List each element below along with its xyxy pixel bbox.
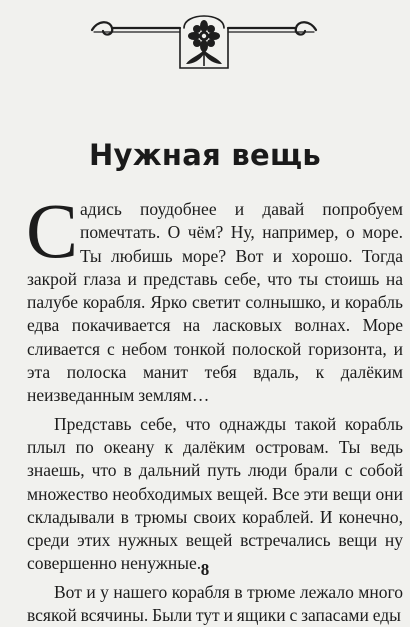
drop-cap: С bbox=[26, 187, 79, 274]
chapter-title: Нужная вещь bbox=[88, 138, 322, 172]
page-number: 8 bbox=[200, 560, 210, 579]
paragraph-2: Представь себе, что однажды такой корабль плыл по океану к далёким островам. Ты ведь знаешь, что в дальний путь люди брали с собой множество необходимых вещей. Все эти вещи они складывали в трюмы своих кораблей. И конечно, среди этих нужных вещей встречались вещи ну совершенно ненужные. bbox=[27, 413, 403, 574]
paragraph-3: Вот и у нашего корабля в трюме лежало много всякой всячины. Были тут и ящики с запасами еды bbox=[27, 581, 403, 626]
paragraph-1 bbox=[26, 187, 403, 408]
paragraph-1-text: адись поудобнее и давай попробуем помечтать. О чём? Ну, например, о море. Ты любишь море? Вот и хорошо. Тогда закрой глаза и представь себе, что ты стоишь на палубе корабля. Ярко светит солнышко, и корабль едва покачивается на ласковых волнах. Море сливается с небом тонкой полоской горизонта, и эта полоска манит тебя вдаль, к далёким неизведанным землям… bbox=[27, 199, 403, 406]
flower-ornament-icon bbox=[88, 8, 320, 78]
